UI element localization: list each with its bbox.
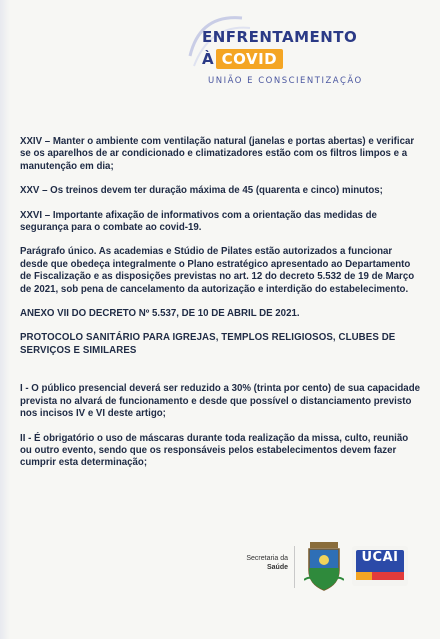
item-i: I - O público presencial deverá ser reduzido a 30% (trinta por cento) de sua capacidade prevista no alvará de funcionamento e desde que possível o distanciamento previsto nos incisos IV e VI deste artigo;	[20, 383, 420, 420]
header-subtitle: UNIÃO E CONSCIENTIZAÇÃO	[208, 76, 363, 86]
footer-logos	[232, 540, 422, 600]
header-title: ENFRENTAMENTO	[202, 28, 358, 46]
municipal-crest-icon	[304, 540, 344, 592]
swirl-graphic-icon	[180, 6, 260, 86]
item-xxvi: XXVI – Importante afixação de informativos com a orientação das medidas de segurança para o combate ao covid-19.	[20, 209, 377, 234]
item-xxv: XXV – Os treinos devem ter duração máxima de 45 (quarenta e cinco) minutos;	[20, 185, 383, 197]
protocolo-heading: PROTOCOLO SANITÁRIO PARA IGREJAS, TEMPLOS RELIGIOSOS, CLUBES DE SERVIÇOS E SIMILARES	[20, 332, 396, 356]
header-covid-badge: COVID	[216, 49, 284, 69]
item-xxiv: XXIV – Manter o ambiente com ventilação natural (janelas e portas abertas) e verificar se os aparelhos de ar condicionado e climatizadores estão com os filtros limpos e a manutenção em dia;	[20, 136, 415, 172]
footer-divider	[294, 546, 295, 588]
header-title-row2	[202, 49, 283, 69]
document-body	[20, 136, 420, 470]
secretaria-label	[232, 554, 288, 572]
secretaria-line2: Saúde	[266, 564, 288, 571]
page-edge-shadow	[0, 0, 10, 639]
campaign-header	[186, 14, 426, 104]
header-title-a: À	[202, 50, 214, 68]
paragrafo-unico: Parágrafo único. As academias e Stúdio de Pilates estão autorizados a funcionar desde que obedeça integralmente o Plano estratégico apresentado ao Departamento de Fiscalização e as disposições previstas no art. 12 do decreto 5.532 de 19 de Março de 2021, sob pena de cancelamento da autorização e interdição do estabelecimento.	[20, 246, 415, 295]
secretaria-line1: Secretaria da	[246, 555, 288, 562]
city-logo-text: UCAI	[361, 550, 399, 565]
item-ii: II - É obrigatório o uso de máscaras durante toda realização da missa, culto, reunião ou outro evento, sendo que os responsáveis pelos estabelecimentos devem fazer cumprir esta determinação;	[20, 432, 409, 469]
anexo-heading: ANEXO VII DO DECRETO Nº 5.537, DE 10 DE ABRIL DE 2021.	[20, 308, 300, 320]
